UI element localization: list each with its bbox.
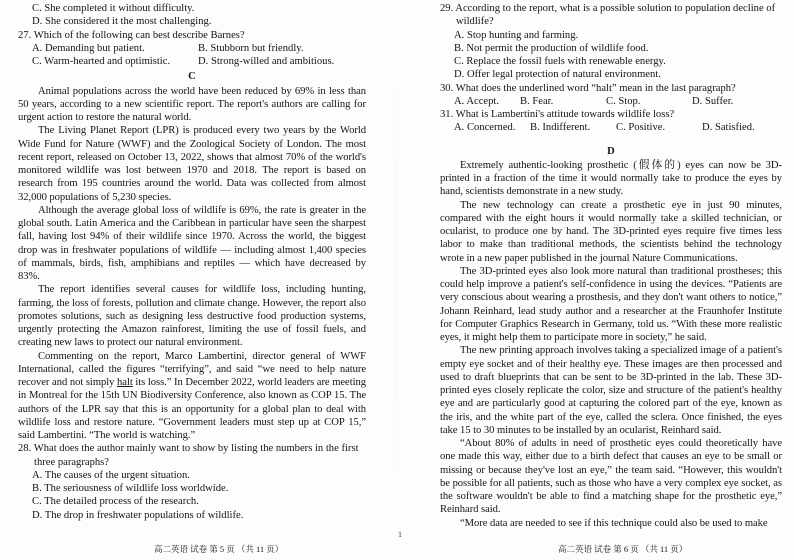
q29-option-a: A. Stop hunting and farming. <box>454 29 579 41</box>
q31-options <box>440 121 782 134</box>
passage-d-paragraph-5: “About 80% of adults in need of prosthetic eyes could theoretically have one made this way, either due to a birth defect that causes an eye to be small or missing or because they've lost an eye,” the team said. “However, this wouldn't be possible for all patients, such as those who have a very complex eye socket, as the software wouldn't be able to find a matching shape for the prosthetic eye,” Reinhard said. <box>440 438 782 516</box>
q30-option-a: A. Accept. <box>454 95 500 107</box>
q29-option-d: D. Offer legal protection of natural environment. <box>454 69 661 81</box>
p5-text-before: Commenting on the report, Marco Lambertini, director general of WWF International, called the figures “terrifying”, and said “we need to help nature recover and not simply <box>18 350 366 388</box>
q29-option-c: C. Replace the fossil fuels with renewable energy. <box>454 56 666 67</box>
underlined-word-halt: halt <box>117 377 133 388</box>
q27-option-d: D. Strong-willed and ambitious. <box>198 56 335 67</box>
left-page <box>18 2 366 522</box>
q31-option-a: A. Concerned. <box>454 122 516 134</box>
q27-options-row1 <box>18 42 366 55</box>
q30-option-c: C. Stop. <box>606 95 641 107</box>
passage-c-paragraph-1: Animal populations across the world have been reduced by 69% in less than 50 years, according to a new scientific report. The report's authors are calling for urgent action to restore the natural world. <box>18 85 366 123</box>
q29-option-b: B. Not permit the production of wildlife food. <box>454 42 649 54</box>
section-d-heading: D <box>607 145 615 157</box>
q27-options-row2 <box>18 55 366 68</box>
q27-stem: 27. Which of the following can best describe Barnes? <box>18 29 245 41</box>
q26-option-c: C. She completed it without difficulty. <box>32 3 195 14</box>
q28-stem: 28. What does the author mainly want to show by listing the numbers in the first three paragraphs? <box>18 443 359 468</box>
passage-d-paragraph-2: The new technology can create a prosthetic eye in just 90 minutes, compared with the eight hours it would normally take a skilled technician, or ocularist, to produce one by hand. The 3D-printed eyes require five times less labor to make than traditional methods, the scientists behind the technology wrote in a new paper published in the journal Nature Communications. <box>440 199 782 264</box>
left-page-footer: 高二英语 试卷 第 5 页 （共 11 页） <box>154 544 284 554</box>
q28-option-c: C. The detailed process of the research. <box>32 496 199 508</box>
q27-option-c: C. Warm-hearted and optimistic. <box>32 56 171 67</box>
q30-options <box>440 95 782 108</box>
passage-d-paragraph-6: “More data are needed to see if this technique could also be used to make <box>460 517 768 529</box>
q27-option-b: B. Stubborn but friendly. <box>198 42 304 54</box>
q31-option-b: B. Indifferent. <box>530 122 591 134</box>
passage-d-paragraph-1: Extremely authentic-looking prosthetic (假体的) eyes can now be 3D-printed in a fraction of the time it would normally take to produce the eyes by hand, scientists demonstrate in a new study. <box>440 159 782 198</box>
q31-option-c: C. Positive. <box>616 122 666 134</box>
p5-text-after: its loss.” In December 2022, world leaders are meeting in Montreal for the 15th UN Biodiversity Conference, also known as COP 15. The authors of the LPR say that this is an opportunity for a global plan to deal with wildlife loss and restore nature. “Government leaders must step up at COP 15,” said Lambertini. “The world is watching.” <box>18 377 366 441</box>
passage-c-paragraph-3: Although the average global loss of wildlife is 69%, the rate is greater in the global south. Latin America and the Caribbean in particular have seen the sharpest fall, having lost 94% of their wildlife since 1970. Across the world, the biggest drop was in freshwater populations of wildlife — including almost 1,400 species of mammals, birds, fish, amphibians and reptiles — which have decreased by 83%. <box>18 204 366 282</box>
q30-stem: 30. What does the underlined word “halt” mean in the last paragraph? <box>440 82 736 94</box>
passage-c-paragraph-2: The Living Planet Report (LPR) is produced every two years by the World Wide Fund for Nature (WWF) and the Zoological Society of London. The most recent report, released on October 13, 2022, shows that almost 70% of the world's monitored wildlife was lost between 1970 and 2018. The report is based on research from 195 countries around the world. Data was collected from almost 32,000 populations of 5,230 species. <box>18 125 366 203</box>
page-fold-line <box>396 0 397 560</box>
q28-option-b: B. The seriousness of wildlife loss worldwide. <box>32 483 229 494</box>
section-c-heading: C <box>188 71 196 83</box>
q28-option-a: A. The causes of the urgent situation. <box>32 469 190 481</box>
q30-option-d: D. Suffer. <box>692 95 734 107</box>
q29-stem: 29. According to the report, what is a possible solution to population decline of wildlife? <box>440 3 776 28</box>
center-page-mark: 1 <box>398 530 402 539</box>
passage-c-paragraph-5 <box>18 350 366 443</box>
right-page <box>440 2 782 530</box>
q27-option-a: A. Demanding but patient. <box>32 42 145 54</box>
q30-option-b: B. Fear. <box>520 95 554 107</box>
q28-option-d: D. The drop in freshwater populations of wildlife. <box>32 509 244 521</box>
passage-c-paragraph-4: The report identifies several causes for wildlife loss, including hunting, farming, the loss of forests, pollution and climate change. However, the report also promotes solutions, such as designing less destructive food production systems, urgently protecting the Amazon rainforest, limiting the use of fossil fuels, and creating new laws to protect our natural environment. <box>18 284 366 349</box>
q31-stem: 31. What is Lambertini's attitude towards wildlife loss? <box>440 109 675 120</box>
q26-option-d: D. She considered it the most challenging. <box>32 16 212 28</box>
passage-d-paragraph-4: The new printing approach involves taking a specialized image of a patient's empty eye socket and of their healthy eye. These images are then processed and used to draft blueprints that can be sent to be 3D-printed in the lab. These 3D-printed eyes closely replicate the color, size and structure of the patient's healthy eye and are particularly good at capturing the colored part of the eye, known as the iris, and the white part of the eye, called the sclera. Once finished, the eyes take 15 to 30 minutes to be installed by an ocularist, Reinhard said. <box>440 345 782 436</box>
right-page-footer: 高二英语 试卷 第 6 页 （共 11 页） <box>558 544 688 554</box>
q31-option-d: D. Satisfied. <box>702 122 755 134</box>
passage-d-paragraph-3: The 3D-printed eyes also look more natural than traditional prostheses; this could help improve a patient's self-confidence in using the devices. “Patients are very conscious about wearing a prosthesis, and they don't want others to notice,” Johann Reinhard, lead study author and a researcher at the Fraunhofer Institute for Computer Graphics Research in Germany, told us. “With these more realistic eyes, it might help them to participate more in society,” he said. <box>440 265 782 343</box>
